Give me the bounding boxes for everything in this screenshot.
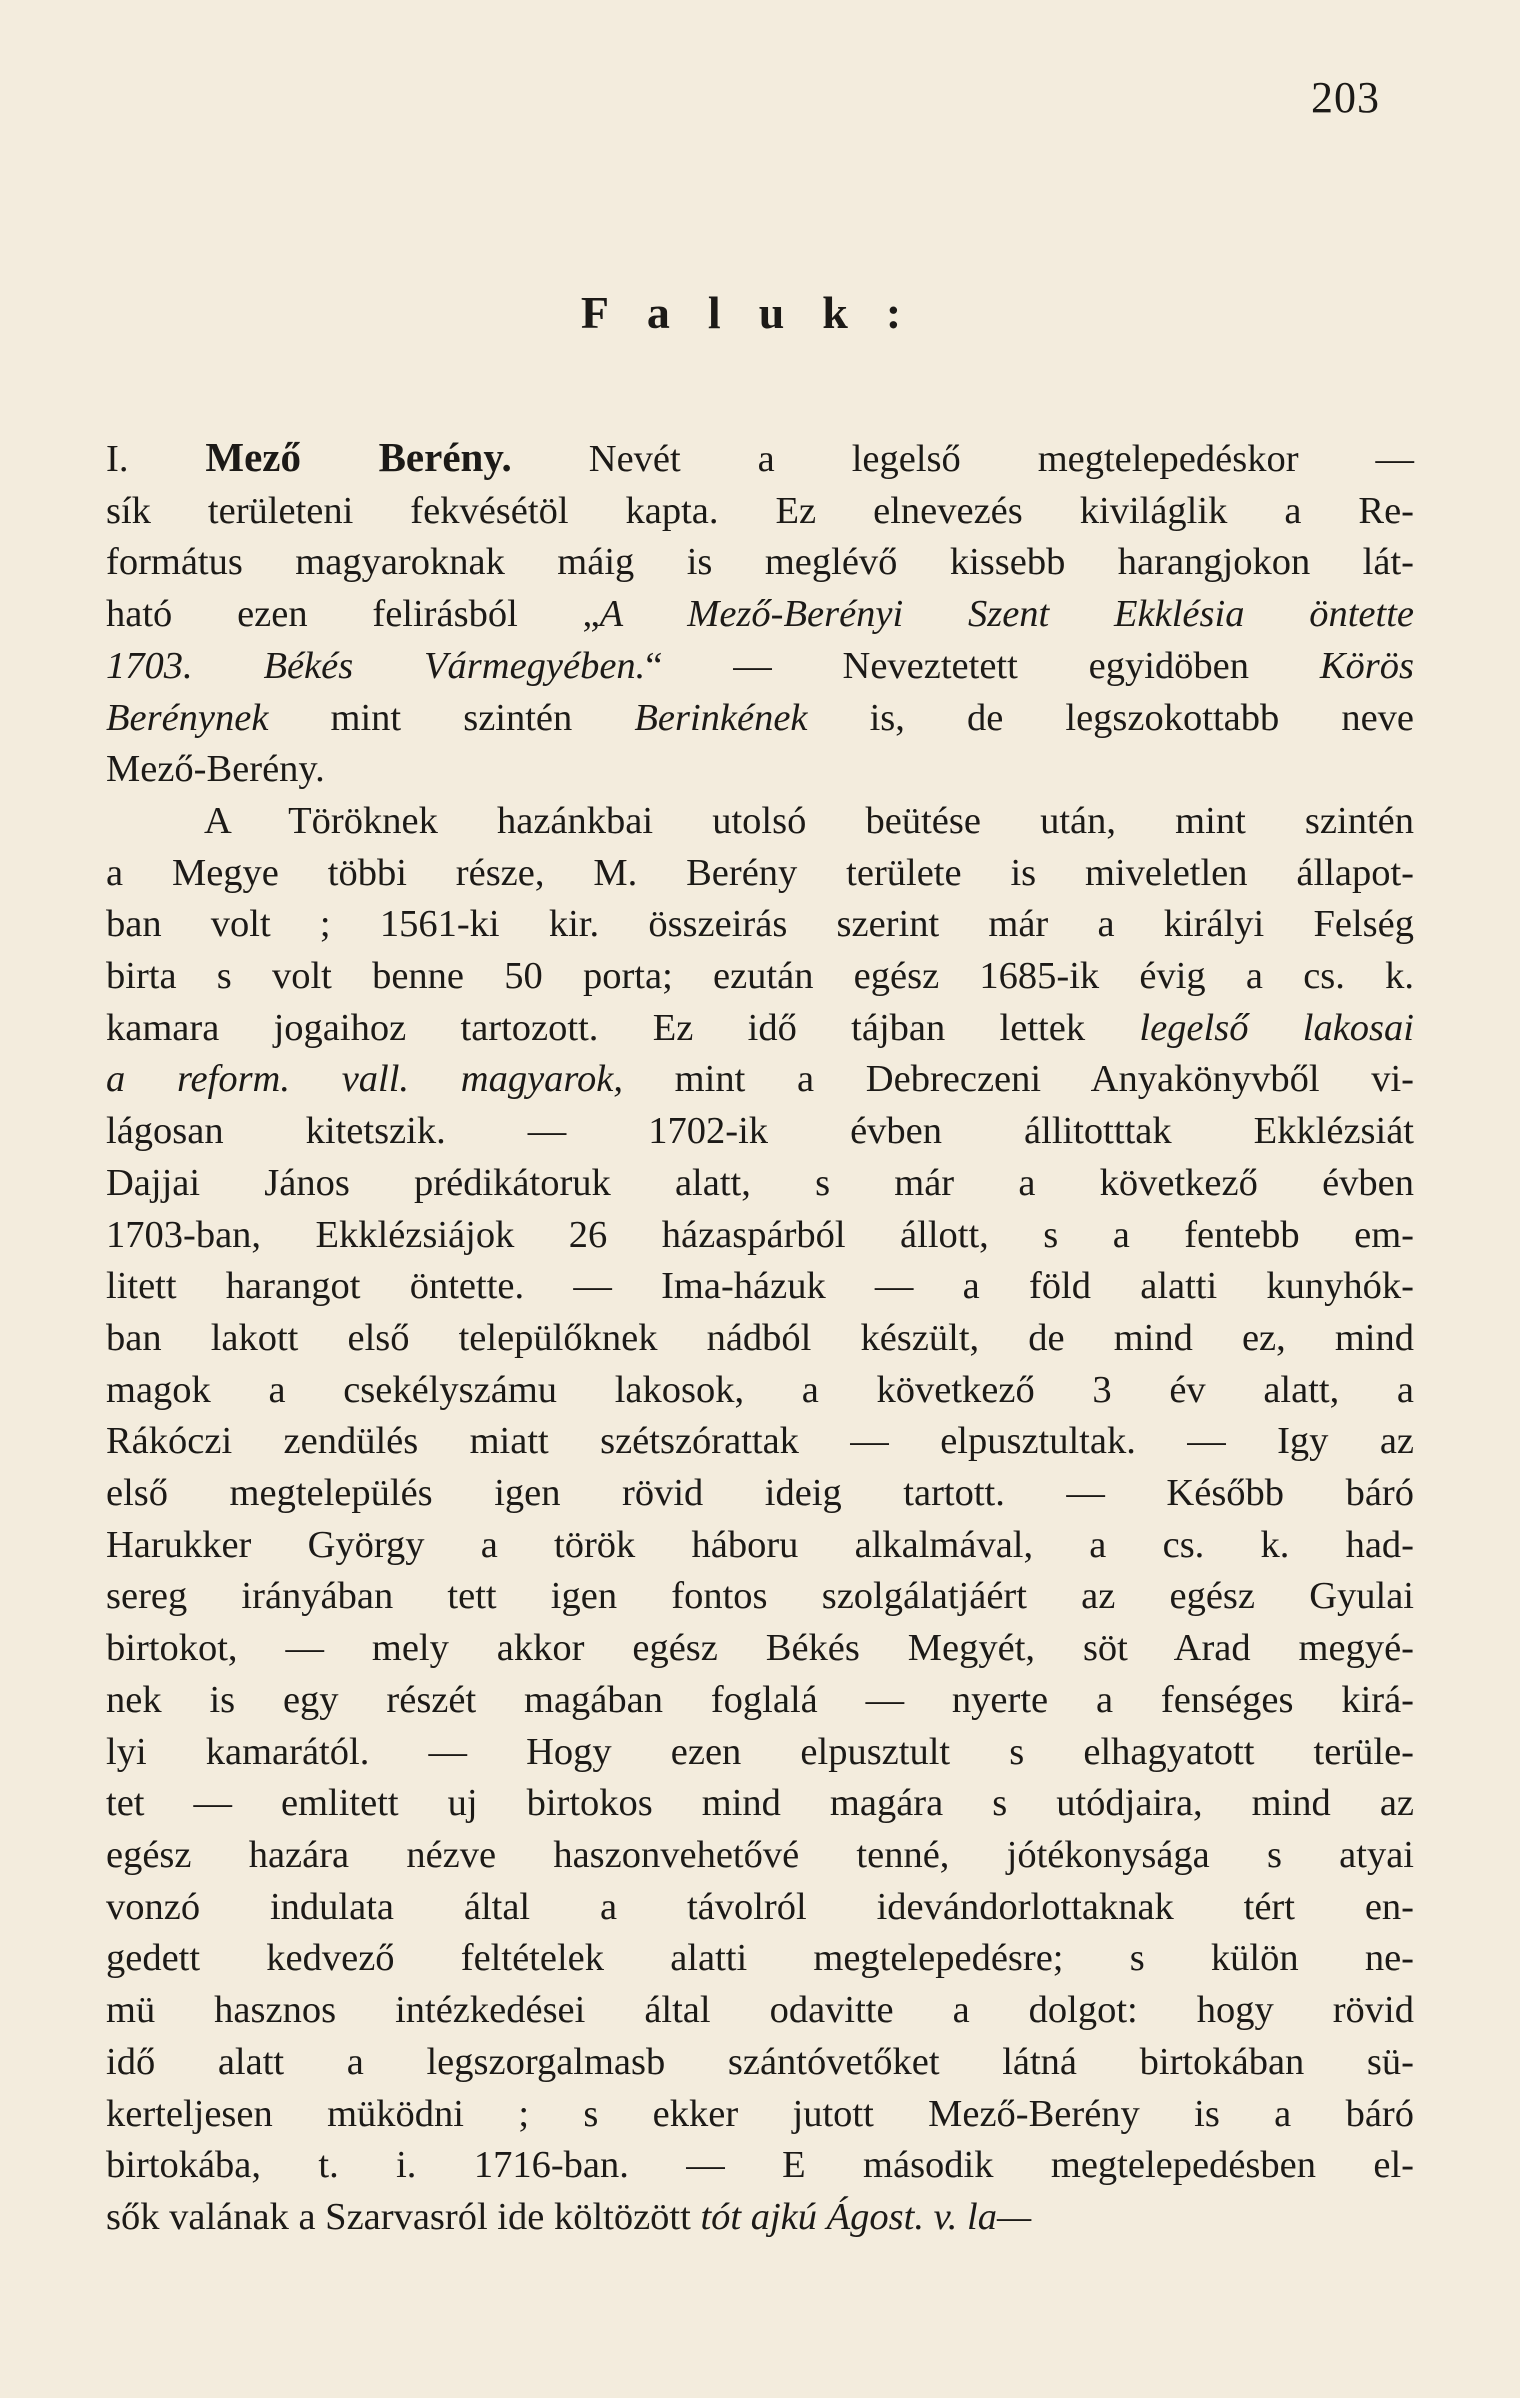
text-run: ható ezen felirásból „ xyxy=(106,593,600,636)
italic-run: Körös xyxy=(1319,644,1414,687)
text-run: I. xyxy=(106,438,206,480)
text-line xyxy=(106,1468,1414,1520)
text-run: lyi kamarától. — Hogy ezen elpusztult s elhagyatott terüle- xyxy=(106,1730,1414,1773)
text-run: mint szintén xyxy=(268,696,635,739)
text-run: egész hazára nézve haszonvehetővé tenné, jótékonysága s atyai xyxy=(106,1833,1414,1876)
page-number: 203 xyxy=(1311,73,1380,122)
text-line xyxy=(106,1054,1414,1106)
italic-run: A Mező-Berényi Szent Ekklésia öntette xyxy=(599,593,1415,636)
text-run: első megtelepülés igen rövid ideig tartott. — Később báró xyxy=(106,1472,1414,1515)
text-run: mint a Debreczeni Anyakönyvből vi- xyxy=(622,1058,1415,1101)
text-run: lágosan kitetszik. — 1702-ik évben állitotttak Ekklézsiát xyxy=(106,1110,1414,1153)
entry-name: Mező Berény. xyxy=(205,434,512,480)
text-run: birta s volt benne 50 porta; ezután egész 1685-ik évig a cs. k. xyxy=(106,955,1414,998)
text-line xyxy=(106,1365,1414,1417)
text-run: Dajjai János prédikátoruk alatt, s már a következő évben xyxy=(106,1161,1414,1204)
text-line xyxy=(106,2037,1414,2089)
italic-run: tót ajkú Ágost. v. la— xyxy=(700,2195,1032,2238)
text-line xyxy=(106,1003,1414,1055)
section-heading: Faluk: xyxy=(580,287,940,338)
text-run: sereg irányában tett igen fontos szolgálatjáért az egész Gyulai xyxy=(106,1575,1414,1618)
text-line xyxy=(106,1623,1414,1675)
text-run: kerteljesen müködni ; s ekker jutott Mező-Berény is a báró xyxy=(106,2092,1414,2135)
text-run: formátus magyaroknak máig is meglévő kissebb harangjokon lát- xyxy=(106,541,1414,584)
text-run: a Megye többi része, M. Berény területe is miveletlen állapot- xyxy=(106,851,1414,894)
text-run: litett harangot öntette. — Ima-házuk — a föld alatti kunyhók- xyxy=(106,1265,1414,1308)
text-run: ban lakott első települőknek nádból készült, de mind ez, mind xyxy=(106,1316,1414,1359)
text-run: Harukker György a török háboru alkalmával, a cs. k. had- xyxy=(106,1523,1414,1566)
text-line xyxy=(106,848,1414,900)
text-run: kamara jogaihoz tartozott. Ez idő tájban lettek xyxy=(106,1006,1140,1049)
text-run: idő alatt a legszorgalmasb szántóvetőket látná birtokában sü- xyxy=(106,2040,1414,2083)
text-line xyxy=(106,796,1414,848)
text-line xyxy=(106,1520,1414,1572)
text-line xyxy=(106,432,1414,486)
text-line xyxy=(106,1416,1414,1468)
text-line xyxy=(106,899,1414,951)
text-line xyxy=(106,693,1414,745)
text-line xyxy=(106,1571,1414,1623)
text-line xyxy=(106,486,1414,538)
text-run: Nevét a legelső megtelepedéskor — xyxy=(511,438,1414,480)
text-run: tet — emlitett uj birtokos mind magára s utódjaira, mind az xyxy=(106,1782,1414,1825)
text-run: A Töröknek hazánkbai utolsó beütése után, mint szintén xyxy=(204,799,1414,842)
text-run: sők valának a Szarvasról ide költözött xyxy=(106,2195,701,2238)
text-line xyxy=(106,1985,1414,2037)
text-line xyxy=(106,1158,1414,1210)
text-run: 1703-ban, Ekklézsiájok 26 házaspárból állott, s a fentebb em- xyxy=(106,1213,1414,1256)
text-run: birtokába, t. i. 1716-ban. — E második megtelepedésben el- xyxy=(106,2144,1414,2187)
italic-run: 1703. Békés Vármegyében. xyxy=(106,644,646,687)
text-line xyxy=(106,1882,1414,1934)
text-line xyxy=(106,1830,1414,1882)
text-line xyxy=(106,1778,1414,1830)
italic-run: legelső lakosai xyxy=(1139,1006,1414,1049)
text-line xyxy=(106,951,1414,1003)
text-line xyxy=(106,1261,1414,1313)
body-text xyxy=(106,432,1414,2244)
text-line xyxy=(106,2089,1414,2141)
italic-run: Berinkének xyxy=(634,696,808,739)
text-run: nek is egy részét magában foglalá — nyerte a fenséges kirá- xyxy=(106,1678,1414,1721)
text-run: sík területeni fekvésétöl kapta. Ez elnevezés kiviláglik a Re- xyxy=(106,489,1414,532)
text-line xyxy=(106,1106,1414,1158)
text-run: vonzó indulata által a távolról idevándorlottaknak tért en- xyxy=(106,1885,1414,1928)
text-line xyxy=(106,641,1414,693)
text-run: mü hasznos intézkedései által odavitte a dolgot: hogy rövid xyxy=(106,1989,1414,2032)
italic-run: a reform. vall. magyarok, xyxy=(106,1058,623,1101)
text-line xyxy=(106,2140,1414,2192)
text-line xyxy=(106,2192,1414,2244)
text-line xyxy=(106,1933,1414,1985)
text-run: ban volt ; 1561-ki kir. összeirás szerint már a királyi Felség xyxy=(106,903,1414,946)
text-line xyxy=(106,744,1414,796)
text-run: Mező-Berény. xyxy=(106,748,325,791)
text-line xyxy=(106,1313,1414,1365)
text-run: is, de legszokottabb neve xyxy=(807,696,1414,739)
text-line xyxy=(106,1210,1414,1262)
text-run: “ — Neveztetett egyidöben xyxy=(645,644,1320,687)
text-run: Rákóczi zendülés miatt szétszórattak — elpusztultak. — Igy az xyxy=(106,1420,1414,1463)
text-line xyxy=(106,1675,1414,1727)
text-run: magok a csekélyszámu lakosok, a következő 3 év alatt, a xyxy=(106,1368,1414,1411)
text-line xyxy=(106,537,1414,589)
text-line xyxy=(106,589,1414,641)
text-run: birtokot, — mely akkor egész Békés Megyét, söt Arad megyé- xyxy=(106,1627,1414,1670)
paragraph xyxy=(106,432,1414,796)
italic-run: Berénynek xyxy=(106,696,269,739)
paragraph xyxy=(106,796,1414,2244)
text-run: gedett kedvező feltételek alatti megtelepedésre; s külön ne- xyxy=(106,1937,1414,1980)
text-line xyxy=(106,1727,1414,1779)
